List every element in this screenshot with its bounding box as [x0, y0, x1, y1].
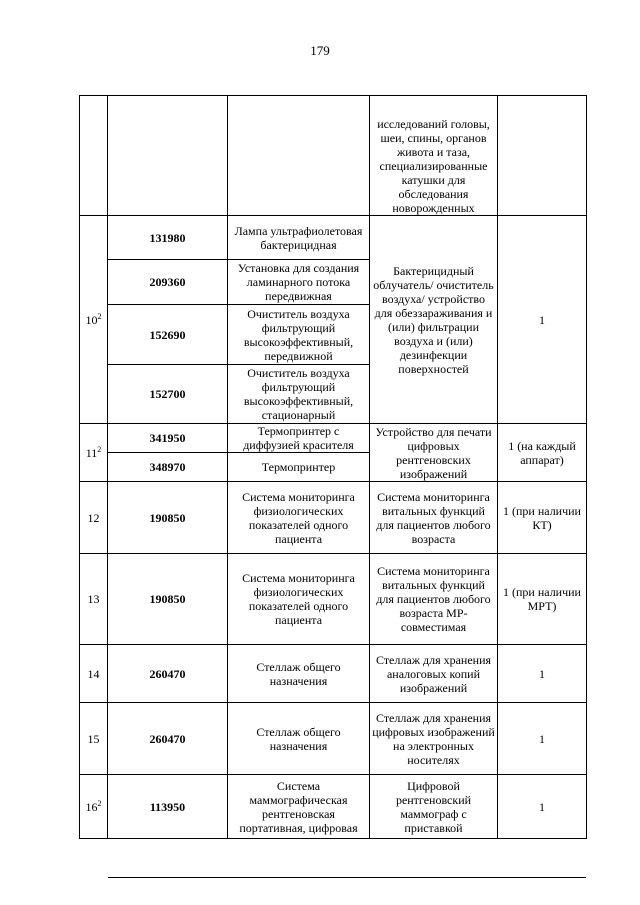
code-cell — [108, 96, 228, 216]
description-cell: Система мониторинга витальных функций для пациентов любого возраста — [370, 482, 498, 554]
name-cell: Лампа ультрафиолетовая бактерицидная — [228, 216, 370, 260]
name-cell: Термопринтер — [228, 453, 370, 482]
code-cell: 209360 — [108, 260, 228, 305]
quantity-cell: 1 — [498, 645, 587, 703]
description-cell: Стеллаж для хранения цифровых изображений на электронных носителях — [370, 703, 498, 775]
description-cell: Устройство для печати цифровых рентгеновских изображений — [370, 424, 498, 482]
table-row — [80, 424, 587, 453]
code-cell: 190850 — [108, 482, 228, 554]
description-cell: Система мониторинга витальных функций для пациентов любого возраста МР-совместимая — [370, 554, 498, 645]
table-row — [80, 775, 587, 839]
description-cell: исследований головы, шеи, спины, органов живота и таза, специализированные катушки для обследования новорожденных — [370, 96, 498, 216]
name-cell: Стеллаж общего назначения — [228, 703, 370, 775]
description-cell: Стеллаж для хранения аналоговых копий изображений — [370, 645, 498, 703]
code-cell: 190850 — [108, 554, 228, 645]
quantity-cell: 1 — [498, 775, 587, 839]
quantity-cell: 1 (при наличии МРТ) — [498, 554, 587, 645]
table-row — [80, 482, 587, 554]
row-number: 14 — [80, 645, 108, 703]
description-cell: Бактерицидный облучатель/ очиститель воздуха/ устройство для обеззараживания и (или) фильтрации воздуха и (или) дезинфекции поверхностей — [370, 216, 498, 424]
code-cell: 260470 — [108, 703, 228, 775]
row-number: $10^2$ — [80, 216, 108, 424]
code-cell: 341950 — [108, 424, 228, 453]
code-cell: 113950 — [108, 775, 228, 839]
name-cell: Система мониторинга физиологических показателей одного пациента — [228, 482, 370, 554]
equipment-table — [79, 95, 587, 839]
table-row — [80, 645, 587, 703]
row-number: $16^2$ — [80, 775, 108, 839]
code-cell: 152690 — [108, 305, 228, 365]
page-number: 179 — [310, 43, 330, 58]
table-row — [80, 703, 587, 775]
row-number — [80, 96, 108, 216]
quantity-cell: 1 — [498, 216, 587, 424]
row-number: 13 — [80, 554, 108, 645]
name-cell: Система мониторинга физиологических показателей одного пациента — [228, 554, 370, 645]
quantity-cell — [498, 96, 587, 216]
name-cell: Установка для создания ламинарного потока передвижная — [228, 260, 370, 305]
quantity-cell: 1 — [498, 703, 587, 775]
name-cell: Очиститель воздуха фильтрующий высокоэффективный, стационарный — [228, 365, 370, 424]
code-cell: 348970 — [108, 453, 228, 482]
row-number: 12 — [80, 482, 108, 554]
row-number: $11^2$ — [80, 424, 108, 482]
code-cell: 152700 — [108, 365, 228, 424]
table-row — [80, 96, 587, 216]
name-cell — [228, 96, 370, 216]
name-cell: Термопринтер с диффузией красителя — [228, 424, 370, 453]
name-cell: Очиститель воздуха фильтрующий высокоэффективный, передвижной — [228, 305, 370, 365]
table-row — [80, 216, 587, 260]
code-cell: 131980 — [108, 216, 228, 260]
footer-rule — [108, 877, 586, 878]
code-cell: 260470 — [108, 645, 228, 703]
description-cell: Цифровой рентгеновский маммограф с приставкой — [370, 775, 498, 839]
row-number: 15 — [80, 703, 108, 775]
quantity-cell: 1 (на каждый аппарат) — [498, 424, 587, 482]
table-row — [80, 554, 587, 645]
name-cell: Система маммографическая рентгеновская портативная, цифровая — [228, 775, 370, 839]
quantity-cell: 1 (при наличии КТ) — [498, 482, 587, 554]
name-cell: Стеллаж общего назначения — [228, 645, 370, 703]
